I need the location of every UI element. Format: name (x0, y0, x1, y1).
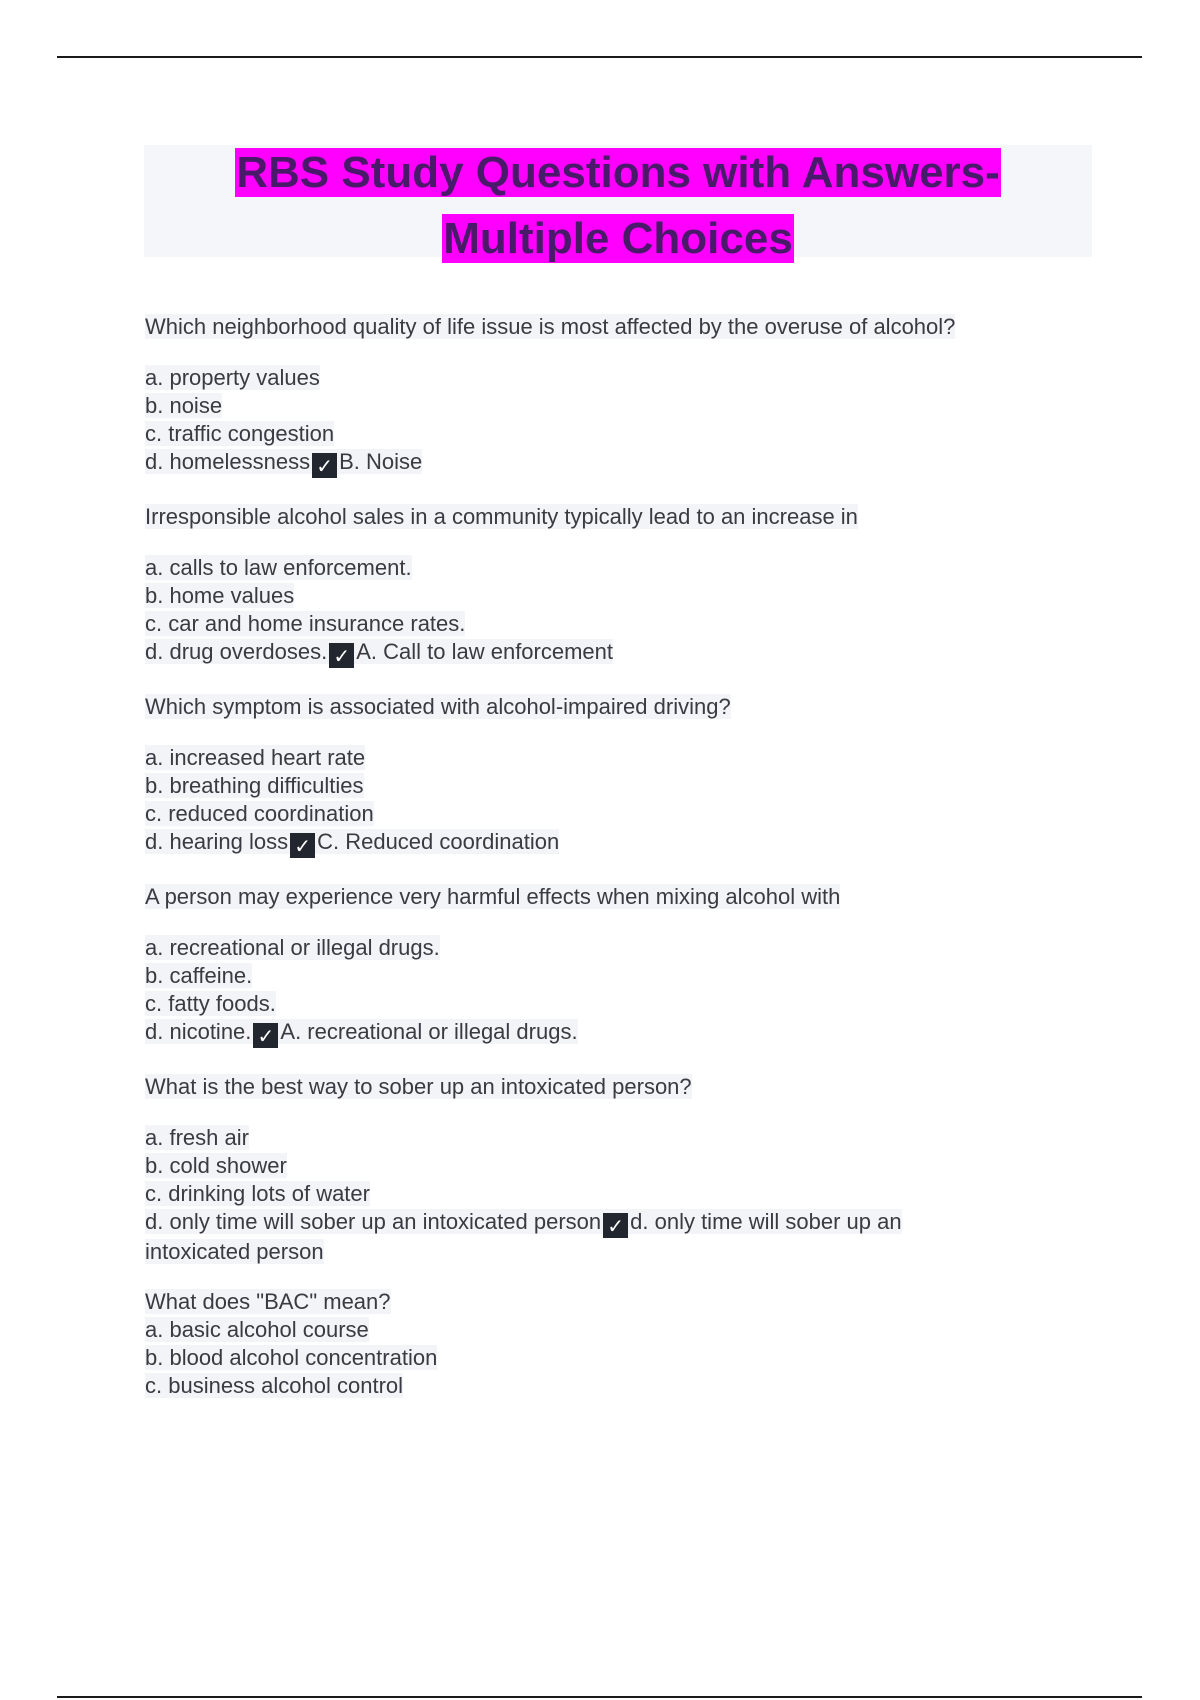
checkmark-icon: ✓ (329, 643, 354, 668)
question-text: Which symptom is associated with alcohol-impaired driving? (145, 694, 731, 719)
answer-text: C. Reduced coordination (317, 829, 560, 854)
option-d-with-answer: d. homelessness ✓ B. Noise (145, 449, 423, 478)
option-c: c. reduced coordination (145, 801, 374, 826)
question-block (145, 310, 1095, 478)
question-text: A person may experience very harmful effects when mixing alcohol with (145, 884, 841, 909)
option-c: c. fatty foods. (145, 991, 276, 1016)
answer-text: A. recreational or illegal drugs. (280, 1019, 578, 1044)
answer-continuation: intoxicated person (145, 1239, 324, 1264)
question-block (145, 500, 1095, 668)
option-c: c. drinking lots of water (145, 1181, 370, 1206)
option-a: a. fresh air (145, 1125, 249, 1150)
title-banner (144, 145, 1092, 263)
document-body (145, 310, 1095, 1400)
question-text: Irresponsible alcohol sales in a community typically lead to an increase in (145, 504, 858, 529)
question-block (145, 880, 1095, 1048)
question-text: What is the best way to sober up an intoxicated person? (145, 1074, 692, 1099)
option-a: a. recreational or illegal drugs. (145, 935, 440, 960)
question-block (145, 690, 1095, 858)
option-c: c. traffic congestion (145, 421, 335, 446)
option-a: a. increased heart rate (145, 745, 366, 770)
option-b: b. noise (145, 393, 223, 418)
title-line-2 (144, 211, 1092, 277)
question-text: What does "BAC" mean? (145, 1289, 391, 1314)
checkmark-icon: ✓ (603, 1213, 628, 1238)
option-d-with-answer: d. only time will sober up an intoxicated person ✓ d. only time will sober up an (145, 1209, 902, 1238)
question-block (145, 1288, 1095, 1400)
option-b: b. cold shower (145, 1153, 287, 1178)
option-c: c. business alcohol control (145, 1373, 404, 1398)
option-d-with-answer: d. hearing loss ✓ C. Reduced coordination (145, 829, 560, 858)
question-block (145, 1070, 1095, 1266)
answer-text: d. only time will sober up an (630, 1209, 902, 1234)
option-b: b. blood alcohol concentration (145, 1345, 438, 1370)
title-text-2: Multiple Choices (443, 214, 793, 263)
checkmark-icon: ✓ (312, 453, 337, 478)
bottom-rule (57, 1696, 1142, 1698)
checkmark-icon: ✓ (290, 833, 315, 858)
option-b: b. breathing difficulties (145, 773, 364, 798)
top-rule (57, 56, 1142, 58)
option-a: a. basic alcohol course (145, 1317, 369, 1342)
checkmark-icon: ✓ (253, 1023, 278, 1048)
title-line-1 (144, 145, 1092, 211)
option-b: b. home values (145, 583, 295, 608)
answer-text: B. Noise (339, 449, 423, 474)
option-d-with-answer: d. nicotine. ✓ A. recreational or illegal drugs. (145, 1019, 578, 1048)
title-text-1: RBS Study Questions with Answers- (236, 148, 1000, 197)
option-a: a. calls to law enforcement. (145, 555, 412, 580)
option-d-with-answer: d. drug overdoses. ✓ A. Call to law enforcement (145, 639, 614, 668)
option-b: b. caffeine. (145, 963, 253, 988)
question-text: Which neighborhood quality of life issue is most affected by the overuse of alcohol? (145, 314, 956, 339)
option-a: a. property values (145, 365, 320, 390)
option-c: c. car and home insurance rates. (145, 611, 466, 636)
answer-text: A. Call to law enforcement (356, 639, 614, 664)
